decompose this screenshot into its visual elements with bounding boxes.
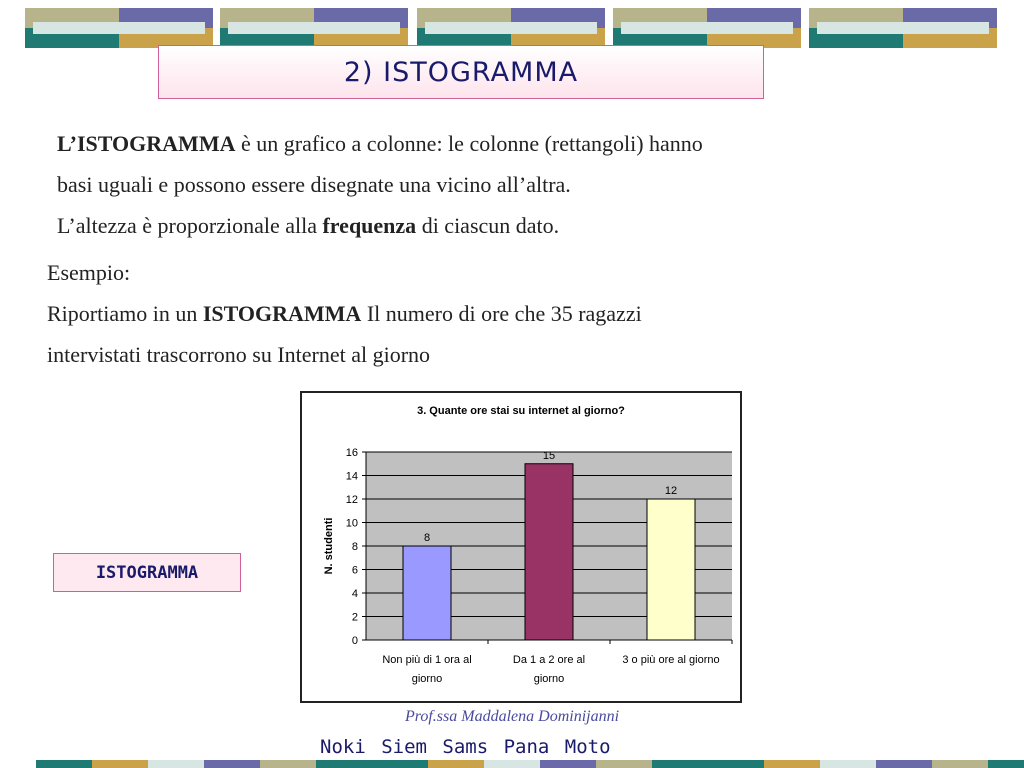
footer-decoration-stripe	[260, 760, 316, 768]
histogram-bar	[403, 546, 451, 640]
decoration-stripe	[621, 22, 793, 34]
definition-line-1-text: è un grafico a colonne: le colonne (rettangoli) hanno	[235, 131, 703, 156]
definition-line-3-bold: frequenza	[322, 213, 417, 238]
x-category-label: Da 1 a 2 ore al	[512, 654, 586, 666]
x-category-label: giorno	[533, 673, 565, 685]
example-line-2: intervistati trascorrono su Internet al giorno	[47, 342, 431, 367]
decoration-stripe	[228, 22, 400, 34]
header-decoration-block	[220, 8, 408, 48]
y-tick-label: 12	[345, 494, 358, 506]
example-label: Esempio:	[47, 260, 131, 285]
bar-value-label: 8	[423, 532, 431, 544]
side-label-box	[53, 553, 241, 592]
author-credit: Prof.ssa Maddalena Dominijanni	[404, 708, 620, 725]
footer-decoration-stripe	[652, 760, 708, 768]
footer-decoration-stripe	[876, 760, 932, 768]
footer-decoration-stripe	[596, 760, 652, 768]
header-decoration-block	[809, 8, 997, 48]
x-category-label: giorno	[411, 673, 443, 685]
histogram-chart	[302, 393, 740, 701]
example-line-1-pre: Riportiamo in un	[47, 301, 203, 326]
definition-line-3-post: di ciascun dato.	[416, 213, 560, 238]
histogram-bar	[647, 499, 695, 640]
footer-decoration-stripe	[708, 760, 764, 768]
definition-paragraph	[57, 123, 703, 246]
slide-title: 2) ISTOGRAMMA	[343, 56, 579, 88]
header-decoration-block	[417, 8, 605, 48]
decoration-stripe	[33, 22, 205, 34]
footer-decoration-stripe	[428, 760, 484, 768]
definition-term: L’ISTOGRAMMA	[57, 131, 236, 156]
example-line-1-post: Il numero di ore che 35 ragazzi	[361, 301, 642, 326]
footer-decoration-stripe	[316, 760, 372, 768]
decoration-stripe	[817, 22, 989, 34]
y-tick-label: 8	[351, 541, 358, 553]
footer-decoration-stripe	[204, 760, 260, 768]
footer-decoration-stripe	[764, 760, 820, 768]
footer-decoration-stripe	[988, 760, 1024, 768]
bar-value-label: 12	[664, 485, 678, 497]
definition-line-3	[57, 205, 703, 246]
footer-decoration-stripe	[540, 760, 596, 768]
footer-decoration-stripe	[484, 760, 540, 768]
definition-line-2: basi uguali e possono essere disegnate una vicino all’altra.	[57, 172, 571, 197]
definition-line-3-pre: L’altezza è proporzionale alla	[57, 213, 323, 238]
x-category-label: Non più di 1 ora al	[382, 654, 472, 666]
footer-decoration-stripe	[148, 760, 204, 768]
y-tick-label: 4	[351, 588, 358, 600]
bar-value-label: 15	[542, 449, 556, 462]
histogram-bar	[525, 464, 573, 640]
side-label: ISTOGRAMMA	[95, 562, 199, 583]
y-tick-label: 6	[351, 564, 358, 577]
example-paragraph	[47, 252, 642, 375]
header-decoration-block	[25, 8, 213, 48]
decoration-stripe	[425, 22, 597, 34]
footer-text: Noki Siem Sams Pana Moto	[320, 736, 611, 758]
footer-decoration-stripe	[932, 760, 988, 768]
footer-decoration-stripe	[820, 760, 876, 768]
example-line-1-bold: ISTOGRAMMA	[202, 301, 362, 326]
header-decoration-block	[613, 8, 801, 48]
y-tick-label: 2	[351, 611, 358, 624]
definition-line-1	[57, 123, 703, 164]
x-category-label: 3 o più ore al giorno	[622, 654, 720, 666]
y-axis-label: N. studenti	[323, 517, 335, 575]
footer-decoration-stripe	[372, 760, 428, 768]
y-tick-label: 0	[351, 635, 358, 647]
chart-title: 3. Quante ore stai su internet al giorno?	[417, 405, 625, 417]
slide-title-box	[158, 45, 764, 99]
example-line-1	[47, 293, 642, 334]
y-tick-label: 16	[345, 447, 358, 459]
footer-decoration-stripe	[92, 760, 148, 768]
y-tick-label: 14	[345, 470, 358, 483]
footer-decoration-stripe	[36, 760, 92, 768]
chart-frame	[300, 391, 742, 703]
y-tick-label: 10	[345, 517, 358, 530]
